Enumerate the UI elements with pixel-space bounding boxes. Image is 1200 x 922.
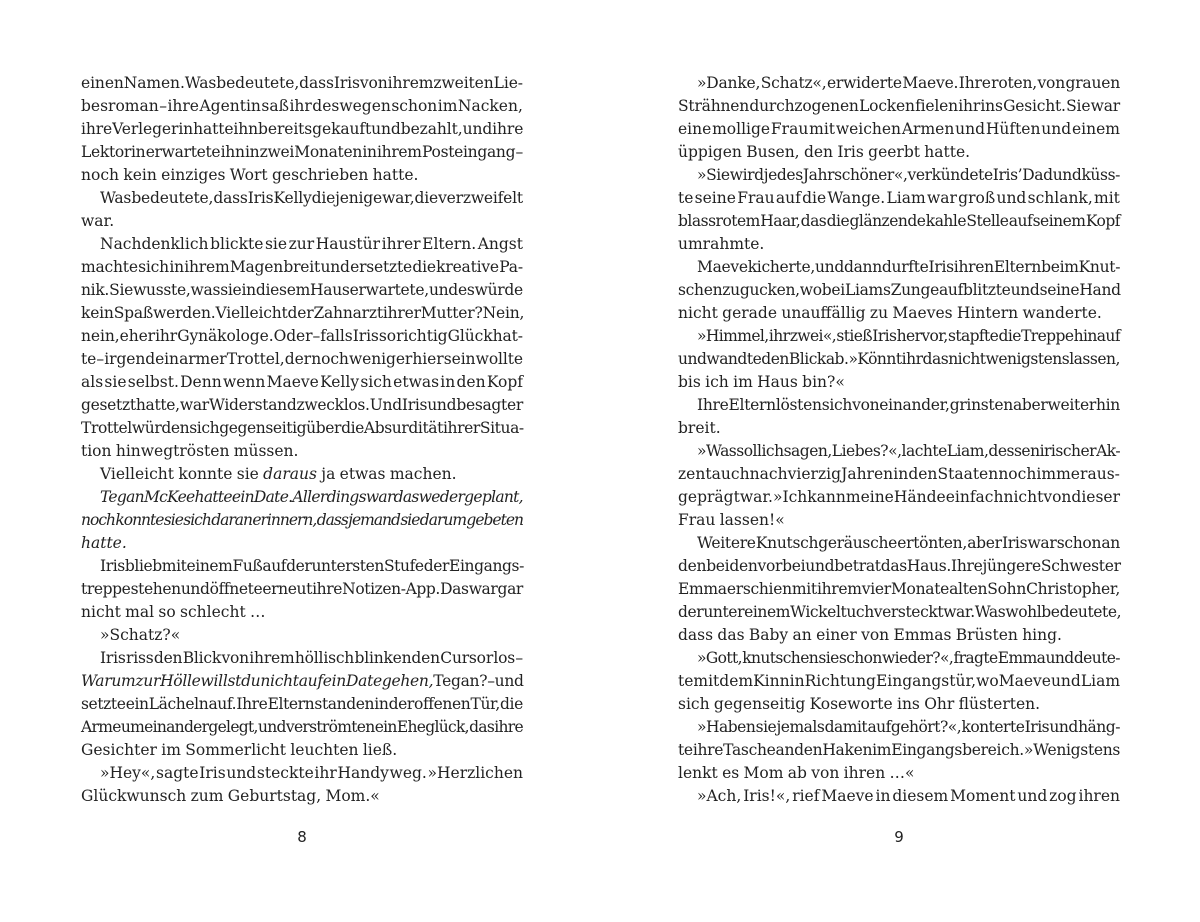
text-line: te mit dem Kinn in Richtung Eingangstür, wo Maeve und Liam: [678, 672, 1121, 690]
text-line: machte sich in ihrem Magen breit und ersetzte die kreative Pa-: [81, 258, 523, 276]
text-line: gesetzt hatte, war Widerstand zwecklos. Und Iris und besagter: [81, 396, 523, 414]
text-line: Frau lassen!«: [678, 511, 785, 529]
text-line: »Schatz?«: [100, 626, 181, 644]
text-line: Glückwunsch zum Geburtstag, Mom.«: [81, 787, 380, 805]
text-line: »Gott, knutschen sie schon wieder?«, fragte Emma und deute-: [697, 649, 1120, 667]
text-line: breit.: [678, 419, 721, 437]
text-line: eine mollige Frau mit weichen Armen und Hüften und einem: [678, 120, 1120, 138]
text-line: Ihre Eltern lösten sich voneinander, grinsten aber weiterhin: [697, 396, 1120, 414]
text-line: »Ach, Iris!«, rief Maeve in diesem Moment und zog ihren: [697, 787, 1120, 805]
text-line: besroman – ihre Agentin saß ihr deswegen schon im Nacken,: [81, 97, 523, 115]
text-line: Emma erschien mit ihrem vier Monate alten Sohn Christopher,: [678, 580, 1120, 598]
text-line: »Haben sie jemals damit aufgehört?«, konterte Iris und häng-: [697, 718, 1120, 736]
text-line: setzte ein Lächeln auf. Ihre Eltern standen in der offenen Tür, die: [81, 695, 523, 713]
text-line: te seine Frau auf die Wange. Liam war groß und schlank, mit: [678, 189, 1120, 207]
text-line: tion hinwegtrösten müssen.: [81, 442, 299, 460]
text-line: nein, eher ihr Gynäkologe. Oder – falls Iris so richtig Glück hat-: [81, 327, 523, 345]
text-line: te – irgendein armer Trottel, der noch weniger hier sein wollte: [81, 350, 523, 368]
right-page-text: [678, 72, 1120, 808]
text-line: den beiden vorbei und betrat das Haus. Ihre jüngere Schwester: [678, 557, 1121, 575]
text-line: »Sie wird jedes Jahr schöner«, verkündete Iris’ Dad und küss-: [697, 166, 1120, 184]
text-line: Trottel würden sich gegenseitig über die Absurdität ihrer Situa-: [81, 419, 524, 437]
text-line: geprägt war. »Ich kann meine Hände einfach nicht von dieser: [678, 488, 1120, 506]
text-line: noch konnte sie sich daran erinnern, dass jemand sie darum gebeten: [81, 511, 523, 529]
text-line: nik. Sie wusste, was sie in diesem Haus erwartete, und es würde: [81, 281, 523, 299]
text-line: Vielleicht konnte sie daraus ja etwas machen.: [100, 465, 457, 483]
text-line: der unter einem Wickeltuch versteckt war. Was wohl bedeutete,: [678, 603, 1122, 621]
text-line: einen Namen. Was bedeutete, dass Iris von ihrem zweiten Lie-: [81, 74, 523, 92]
text-line: »Danke, Schatz«, erwiderte Maeve. Ihre roten, von grauen: [697, 74, 1120, 92]
text-line: nicht gerade unauffällig zu Maeves Hintern wanderte.: [678, 304, 1102, 322]
text-line: Weitere Knutschgeräusche ertönten, aber Iris war schon an: [697, 534, 1120, 552]
left-page-number: 8: [297, 828, 307, 846]
text-line: »Himmel, ihr zwei«, stieß Iris hervor, stapfte die Treppe hinauf: [697, 327, 1120, 345]
text-line: sich gegenseitig Koseworte ins Ohr flüsterten.: [678, 695, 1041, 713]
text-line: umrahmte.: [678, 235, 765, 253]
text-line: Maeve kicherte, und dann durfte Iris ihren Eltern beim Knut-: [697, 258, 1121, 276]
text-line: zent auch nach vierzig Jahren in den Staaten noch immer aus-: [678, 465, 1120, 483]
text-line: dass das Baby an einer von Emmas Brüsten hing.: [678, 626, 1062, 644]
text-line: bis ich im Haus bin?«: [678, 373, 845, 391]
text-line: Arme umeinandergelegt, und verströmten ein Eheglück, das ihre: [81, 718, 523, 736]
right-page-number: 9: [894, 828, 904, 846]
text-line: kein Spaß werden. Vielleicht der Zahnarzt ihrer Mutter? Nein,: [81, 304, 525, 322]
text-line: »Hey«, sagte Iris und steckte ihr Handy weg. »Herzlichen: [100, 764, 523, 782]
text-line: Nachdenklich blickte sie zur Haustür ihrer Eltern. Angst: [100, 235, 523, 253]
text-line: und wandte den Blick ab. »Könnt ihr das nicht wenigstens lassen,: [678, 350, 1120, 368]
text-line: üppigen Busen, den Iris geerbt hatte.: [678, 143, 971, 161]
text-line: als sie selbst. Denn wenn Maeve Kelly sich etwas in den Kopf: [81, 373, 523, 391]
text-line: blassrotem Haar, das die glänzende kahle Stelle auf seinem Kopf: [678, 212, 1120, 230]
text-line: Gesichter im Sommerlicht leuchten ließ.: [81, 741, 398, 759]
left-page-text: [81, 72, 523, 808]
text-line: noch kein einziges Wort geschrieben hatte.: [81, 166, 419, 184]
text-line: hatte.: [81, 534, 127, 552]
text-line: Warum zur Hölle willst du nicht auf ein Date gehen, Tegan? – und: [81, 672, 524, 690]
text-line: Was bedeutete, dass Iris Kelly diejenige war, die verzweifelt: [100, 189, 523, 207]
text-line: treppe stehen und öffnete erneut ihre Notizen-App. Das war gar: [81, 580, 523, 598]
text-line: Iris riss den Blick von ihrem höllisch blinkenden Cursor los –: [100, 649, 523, 667]
text-line: Lektorin erwartete ihn in zwei Monaten in ihrem Posteingang –: [81, 143, 523, 161]
text-line: ihre Verlegerin hatte ihn bereits gekauft und bezahlt, und ihre: [81, 120, 524, 138]
text-line: Tegan McKee hatte ein Date. Allerdings war das weder geplant,: [100, 488, 523, 506]
text-line: schen zugucken, wobei Liams Zunge aufblitzte und seine Hand: [678, 281, 1121, 299]
text-line: Strähnen durchzogenen Locken fielen ihr ins Gesicht. Sie war: [678, 97, 1120, 115]
text-line: war.: [81, 212, 115, 230]
text-line: lenkt es Mom ab von ihren …«: [678, 764, 915, 782]
text-line: nicht mal so schlecht …: [81, 603, 266, 621]
text-line: Iris blieb mit einem Fuß auf der untersten Stufe der Eingangs-: [100, 557, 524, 575]
text-line: te ihre Tasche an den Haken im Eingangsbereich. »Wenigstens: [678, 741, 1121, 759]
text-line: »Was soll ich sagen, Liebes?«, lachte Liam, dessen irischer Ak-: [697, 442, 1121, 460]
